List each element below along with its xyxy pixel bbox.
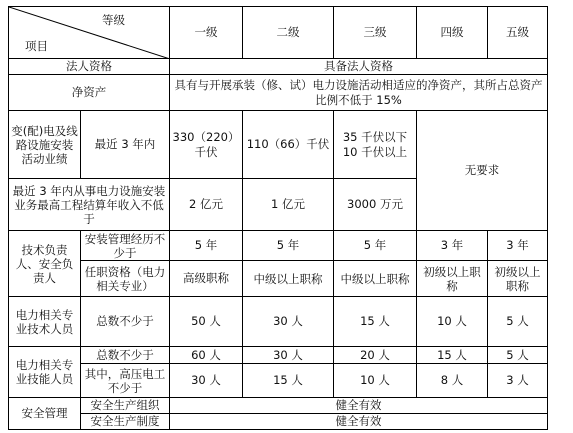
tech-lead-qualification-level-3: 中级以上职称 bbox=[334, 261, 417, 297]
level-2-header: 二级 bbox=[243, 7, 334, 59]
safety-org-label: 安全生产组织 bbox=[81, 398, 170, 414]
safety-system-label: 安全生产制度 bbox=[81, 414, 170, 430]
qualification-table-wrapper bbox=[8, 6, 548, 430]
level-4-header: 四级 bbox=[417, 7, 488, 59]
level-5-header: 五级 bbox=[488, 7, 548, 59]
skill-staff-total-level-5: 5 人 bbox=[488, 347, 548, 364]
safety-system-row bbox=[9, 414, 548, 430]
skill-staff-total-level-1: 60 人 bbox=[170, 347, 243, 364]
tech-lead-experience-level-2: 5 年 bbox=[243, 231, 334, 261]
skill-staff-total-level-4: 15 人 bbox=[417, 347, 488, 364]
tech-staff-level-3: 15 人 bbox=[334, 297, 417, 347]
tech-lead-label: 技术负责人、安全负责人 bbox=[9, 231, 81, 297]
skill-staff-hv-row bbox=[9, 364, 548, 398]
safety-org-value: 健全有效 bbox=[170, 398, 548, 414]
skill-staff-hv-label: 其中，高压电工不少于 bbox=[81, 364, 170, 398]
skill-staff-total-level-2: 30 人 bbox=[243, 347, 334, 364]
tech-staff-level-4: 10 人 bbox=[417, 297, 488, 347]
header-diagonal-cell bbox=[9, 7, 170, 59]
tech-lead-experience-level-5: 3 年 bbox=[488, 231, 548, 261]
performance-row bbox=[9, 111, 548, 179]
tech-staff-label: 电力相关专业技术人员 bbox=[9, 297, 81, 347]
safety-label: 安全管理 bbox=[9, 398, 81, 430]
header-row bbox=[9, 7, 548, 59]
skill-staff-hv-level-4: 8 人 bbox=[417, 364, 488, 398]
tech-lead-experience-row bbox=[9, 231, 548, 261]
tech-lead-experience-level-4: 3 年 bbox=[417, 231, 488, 261]
legal-row bbox=[9, 59, 548, 75]
performance-sub: 最近 3 年内 bbox=[81, 111, 170, 179]
skill-staff-total-row bbox=[9, 347, 548, 364]
tech-lead-qualification-level-5: 初级以上职称 bbox=[488, 261, 548, 297]
level-3-header: 三级 bbox=[334, 7, 417, 59]
skill-staff-hv-level-5: 3 人 bbox=[488, 364, 548, 398]
skill-staff-label: 电力相关专业技能人员 bbox=[9, 347, 81, 398]
tech-lead-qualification-row bbox=[9, 261, 548, 297]
income-level-1: 2 亿元 bbox=[170, 179, 243, 231]
level-1-header: 一级 bbox=[170, 7, 243, 59]
qualification-grade-table bbox=[8, 6, 548, 430]
tech-staff-level-1: 50 人 bbox=[170, 297, 243, 347]
tech-lead-qualification-label: 任职资格（电力相关专业） bbox=[81, 261, 170, 297]
tech-lead-qualification-level-4: 初级以上职称 bbox=[417, 261, 488, 297]
income-level-3: 3000 万元 bbox=[334, 179, 417, 231]
income-level-2: 1 亿元 bbox=[243, 179, 334, 231]
safety-org-row bbox=[9, 398, 548, 414]
tech-lead-qualification-level-2: 中级以上职称 bbox=[243, 261, 334, 297]
assets-label: 净资产 bbox=[9, 75, 170, 111]
tech-staff-sub: 总数不少于 bbox=[81, 297, 170, 347]
tech-lead-experience-level-1: 5 年 bbox=[170, 231, 243, 261]
item-label: 项目 bbox=[25, 39, 48, 53]
grade-label: 等级 bbox=[102, 13, 125, 27]
tech-staff-level-5: 5 人 bbox=[488, 297, 548, 347]
assets-row bbox=[9, 75, 548, 111]
skill-staff-hv-level-2: 15 人 bbox=[243, 364, 334, 398]
skill-staff-total-label: 总数不少于 bbox=[81, 347, 170, 364]
performance-label: 变(配)电及线路设施安装活动业绩 bbox=[9, 111, 81, 179]
tech-lead-experience-level-3: 5 年 bbox=[334, 231, 417, 261]
tech-staff-row bbox=[9, 297, 548, 347]
tech-lead-qualification-level-1: 高级职称 bbox=[170, 261, 243, 297]
safety-system-value: 健全有效 bbox=[170, 414, 548, 430]
tech-staff-level-2: 30 人 bbox=[243, 297, 334, 347]
assets-value: 具有与开展承装（修、试）电力设施活动相适应的净资产，其所占总资产比例不低于 15% bbox=[170, 75, 548, 111]
legal-value: 具备法人资格 bbox=[170, 59, 548, 75]
performance-none: 无要求 bbox=[417, 111, 548, 231]
performance-level-2: 110（66）千伏 bbox=[243, 111, 334, 179]
skill-staff-hv-level-1: 30 人 bbox=[170, 364, 243, 398]
skill-staff-total-level-3: 20 人 bbox=[334, 347, 417, 364]
performance-level-1: 330（220）千伏 bbox=[170, 111, 243, 179]
legal-label: 法人资格 bbox=[9, 59, 170, 75]
tech-lead-experience-label: 安装管理经历不少于 bbox=[81, 231, 170, 261]
skill-staff-hv-level-3: 10 人 bbox=[334, 364, 417, 398]
performance-level-3: 35 千伏以下 10 千伏以上 bbox=[334, 111, 417, 179]
income-label: 最近 3 年内从事电力设施安装业务最高工程结算年收入不低于 bbox=[9, 179, 170, 231]
